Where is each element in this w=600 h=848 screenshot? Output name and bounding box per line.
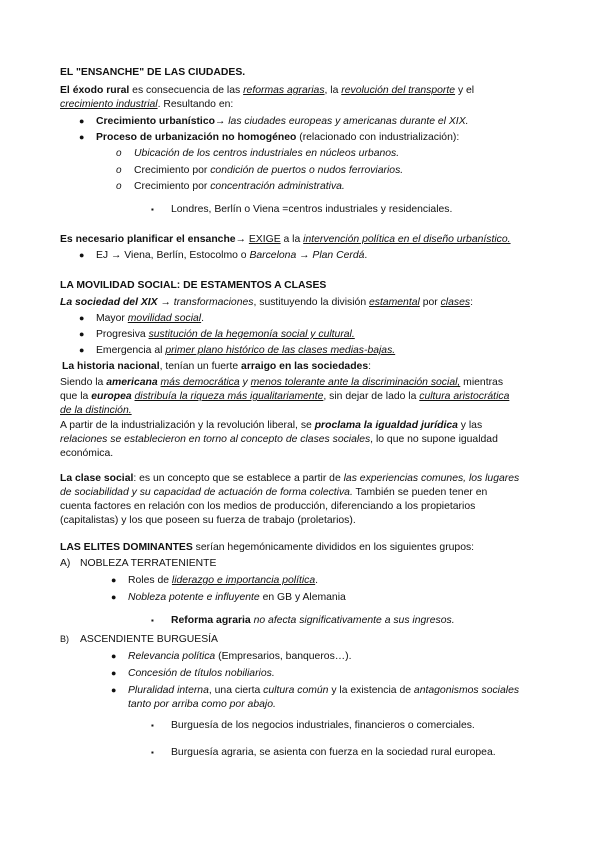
bullet-pluralidad-line1: Pluralidad interna, una cierta cultura común y la existencia de antagonismos sociales bbox=[128, 685, 520, 696]
sub-item-puertos: Crecimiento por condición de puertos o nudos ferroviarios. bbox=[134, 165, 404, 176]
circle-bullet-icon: o bbox=[116, 165, 122, 176]
square-bullet-icon: ▪ bbox=[151, 748, 154, 757]
bullet-icon: ● bbox=[111, 651, 117, 661]
bullet-icon: ● bbox=[111, 668, 117, 678]
bullet-icon: ● bbox=[111, 575, 117, 585]
square-bullet-icon: ▪ bbox=[151, 616, 154, 625]
bullet-icon: ● bbox=[111, 592, 117, 602]
paragraph-exodo-line1: El éxodo rural es consecuencia de las reformas agrarias, la revolución del transporte y el bbox=[60, 85, 475, 96]
bullet-icon: ● bbox=[111, 685, 117, 695]
sub-item-ubicacion: Ubicación de los centros industriales en núcleos urbanos. bbox=[134, 148, 400, 159]
bullet-ejemplo: EJ → Viena, Berlín, Estocolmo o Barcelona → Plan Cerdá. bbox=[96, 250, 368, 261]
heading-burguesia: ASCENDIENTE BURGUESÍA bbox=[80, 634, 218, 645]
list-marker-b: B) bbox=[60, 634, 69, 644]
square-item-reforma: Reforma agraria no afecta significativamente a sus ingresos. bbox=[171, 615, 455, 626]
heading-nobleza: NOBLEZA TERRATENIENTE bbox=[80, 558, 217, 569]
section-title-ensanche: EL "ENSANCHE" DE LAS CIUDADES. bbox=[60, 67, 246, 78]
list-marker-a: A) bbox=[60, 558, 71, 569]
square-item-agraria: Burguesía agraria, se asienta con fuerza en la sociedad rural europea. bbox=[171, 747, 496, 758]
square-item-londres: Londres, Berlín o Viena =centros industriales y residenciales. bbox=[171, 204, 453, 215]
square-bullet-icon: ▪ bbox=[151, 205, 154, 214]
paragraph-industrializacion-line2: relaciones se establecieron en torno al concepto de clases sociales, lo que no supone igualdad bbox=[60, 434, 498, 445]
bullet-icon: ● bbox=[79, 116, 85, 126]
bullet-hegemonia: Progresiva sustitución de la hegemonía social y cultural. bbox=[96, 329, 355, 340]
sub-item-administrativa: Crecimiento por concentración administrativa. bbox=[134, 181, 345, 192]
circle-bullet-icon: o bbox=[116, 181, 122, 192]
paragraph-elites: LAS ELITES DOMINANTES serían hegemónicamente divididos en los siguientes grupos: bbox=[60, 542, 475, 553]
paragraph-clase-social-line3: cuenta factores en relación con los medios de producción, diferenciando a los propietarios bbox=[60, 501, 476, 512]
bullet-nobleza-potente: Nobleza potente e influyente en GB y Alemania bbox=[128, 592, 346, 603]
bullet-icon: ● bbox=[79, 329, 85, 339]
bullet-clases-medias: Emergencia al primer plano histórico de las clases medias-bajas. bbox=[96, 345, 396, 356]
bullet-crecimiento-urbanistico: Crecimiento urbanístico→ las ciudades europeas y americanas durante el XIX. bbox=[96, 116, 469, 127]
paragraph-sociedad-xix: La sociedad del XIX → transformaciones, sustituyendo la división estamental por clases: bbox=[60, 297, 473, 308]
bullet-icon: ● bbox=[79, 313, 85, 323]
circle-bullet-icon: o bbox=[116, 148, 122, 159]
section-title-movilidad: LA MOVILIDAD SOCIAL: DE ESTAMENTOS A CLASES bbox=[60, 280, 327, 291]
paragraph-planificar: Es necesario planificar el ensanche→ EXIGE a la intervención política en el diseño urbanístico. bbox=[60, 234, 511, 245]
paragraph-historia-nacional: La historia nacional, tenían un fuerte arraigo en las sociedades: bbox=[62, 361, 371, 372]
bullet-movilidad: Mayor movilidad social. bbox=[96, 313, 204, 324]
paragraph-clase-social-line1: La clase social: es un concepto que se establece a partir de las experiencias comunes, los lugares bbox=[60, 473, 520, 484]
paragraph-industrializacion-line3: económica. bbox=[60, 448, 114, 459]
paragraph-americana-line1: Siendo la americana más democrática y menos tolerante ante la discriminación social, mientras bbox=[60, 377, 504, 388]
bullet-icon: ● bbox=[79, 132, 85, 142]
bullet-icon: ● bbox=[79, 250, 85, 260]
bullet-roles: Roles de liderazgo e importancia política. bbox=[128, 575, 319, 586]
square-bullet-icon: ▪ bbox=[151, 721, 154, 730]
paragraph-americana-line3: de la distinción. bbox=[60, 405, 132, 416]
bullet-concesion: Concesión de títulos nobiliarios. bbox=[128, 668, 275, 679]
bullet-relevancia: Relevancia política (Empresarios, banqueros…). bbox=[128, 651, 352, 662]
paragraph-exodo-line2: crecimiento industrial. Resultando en: bbox=[60, 99, 234, 110]
paragraph-industrializacion-line1: A partir de la industrialización y la revolución liberal, se proclama la igualdad jurídica y las bbox=[60, 420, 483, 431]
paragraph-clase-social-line2: de sociabilidad y su capacidad de actuación de forma colectiva. También se pueden tener en bbox=[60, 487, 488, 498]
square-item-negocios: Burguesía de los negocios industriales, financieros o comerciales. bbox=[171, 720, 475, 731]
bullet-urbanizacion: Proceso de urbanización no homogéneo (relacionado con industrialización): bbox=[96, 132, 460, 143]
paragraph-americana-line2: que la europea distribuía la riqueza más igualitariamente, sin dejar de lado la cultura aristocrática bbox=[60, 391, 510, 402]
bullet-icon: ● bbox=[79, 345, 85, 355]
paragraph-clase-social-line4: (capitalistas) y los que poseen su fuerza de trabajo (proletarios). bbox=[60, 515, 356, 526]
bullet-pluralidad-line2: tanto por arriba como por abajo. bbox=[128, 699, 276, 710]
